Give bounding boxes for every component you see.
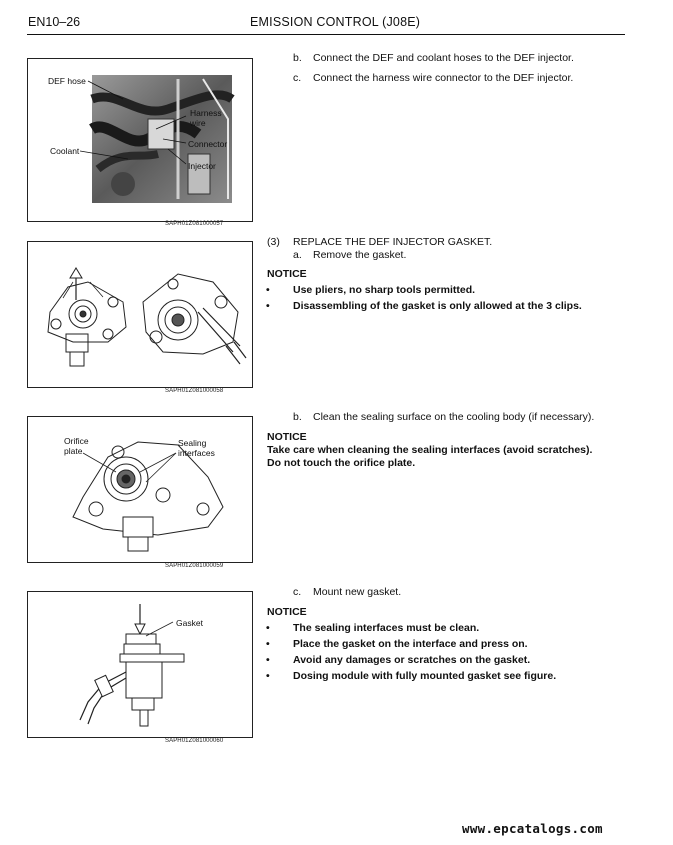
label-orifice: Orifice	[64, 436, 89, 446]
notice-item: Disassembling of the gasket is only allowed at the 3 clips.	[293, 300, 582, 312]
footer-watermark: www.epcatalogs.com	[462, 821, 603, 836]
sealing-interfaces-drawing	[28, 417, 252, 562]
figure-def-hose-photo	[27, 58, 253, 222]
figure-code-4: SAPH01Z081000060	[165, 738, 224, 744]
figure-code-2: SAPH01Z081000058	[165, 388, 224, 394]
step-c2-text: Mount new gasket.	[313, 586, 402, 598]
figure-remove-gasket	[27, 241, 253, 388]
step-b-letter: b.	[293, 52, 302, 64]
section-heading: REPLACE THE DEF INJECTOR GASKET.	[293, 236, 493, 248]
figure-code-1: SAPH01Z081000057	[165, 221, 224, 227]
notice-item: Place the gasket on the interface and press on.	[293, 638, 528, 650]
label-plate: plate	[64, 446, 83, 456]
header-rule	[27, 34, 625, 35]
notice-item: Use pliers, no sharp tools permitted.	[293, 284, 476, 296]
bullet: •	[266, 284, 270, 296]
step-c2-letter: c.	[293, 586, 302, 598]
notice-heading-3: NOTICE	[267, 606, 307, 618]
notice-item: The sealing interfaces must be clean.	[293, 622, 480, 634]
label-def-hose: DEF hose	[48, 76, 86, 86]
notice-item: Avoid any damages or scratches on the gasket.	[293, 654, 531, 666]
label-connector: Connector	[188, 139, 228, 149]
notice-line: Take care when cleaning the sealing interfaces (avoid scratches).	[267, 444, 593, 456]
figure-sealing-interfaces	[27, 416, 253, 563]
notice-heading-1: NOTICE	[267, 268, 307, 280]
page-code: EN10–26	[28, 15, 81, 29]
bullet: •	[266, 300, 270, 312]
step-b2-text: Clean the sealing surface on the cooling body (if necessary).	[313, 411, 595, 423]
label-wire: wire	[190, 118, 206, 128]
step-c-text: Connect the harness wire connector to the DEF injector.	[313, 72, 574, 84]
figure-mount-gasket	[27, 591, 253, 738]
notice-line: Do not touch the orifice plate.	[267, 457, 416, 469]
label-injector: Injector	[188, 161, 216, 171]
bullet: •	[266, 654, 270, 666]
step-c-letter: c.	[293, 72, 302, 84]
bullet: •	[266, 638, 270, 650]
label-gasket: Gasket	[176, 618, 203, 628]
label-harness: Harness	[190, 108, 222, 118]
label-interfaces: interfaces	[178, 448, 215, 458]
notice-item: Dosing module with fully mounted gasket see figure.	[293, 670, 557, 682]
step-b2-letter: b.	[293, 411, 302, 423]
figure-code-3: SAPH01Z081000059	[165, 563, 224, 569]
label-coolant: Coolant	[50, 146, 80, 156]
label-sealing: Sealing	[178, 438, 207, 448]
page-title: EMISSION CONTROL (J08E)	[250, 15, 421, 29]
bullet: •	[266, 622, 270, 634]
bullet: •	[266, 670, 270, 682]
step-b-text: Connect the DEF and coolant hoses to the DEF injector.	[313, 52, 574, 64]
notice-heading-2: NOTICE	[267, 431, 307, 443]
section-number: (3)	[267, 236, 280, 248]
def-injector-photo	[28, 59, 252, 221]
remove-gasket-drawing	[28, 242, 252, 387]
mount-gasket-drawing	[28, 592, 252, 737]
step-a-text: Remove the gasket.	[313, 249, 407, 261]
step-a-letter: a.	[293, 249, 302, 261]
